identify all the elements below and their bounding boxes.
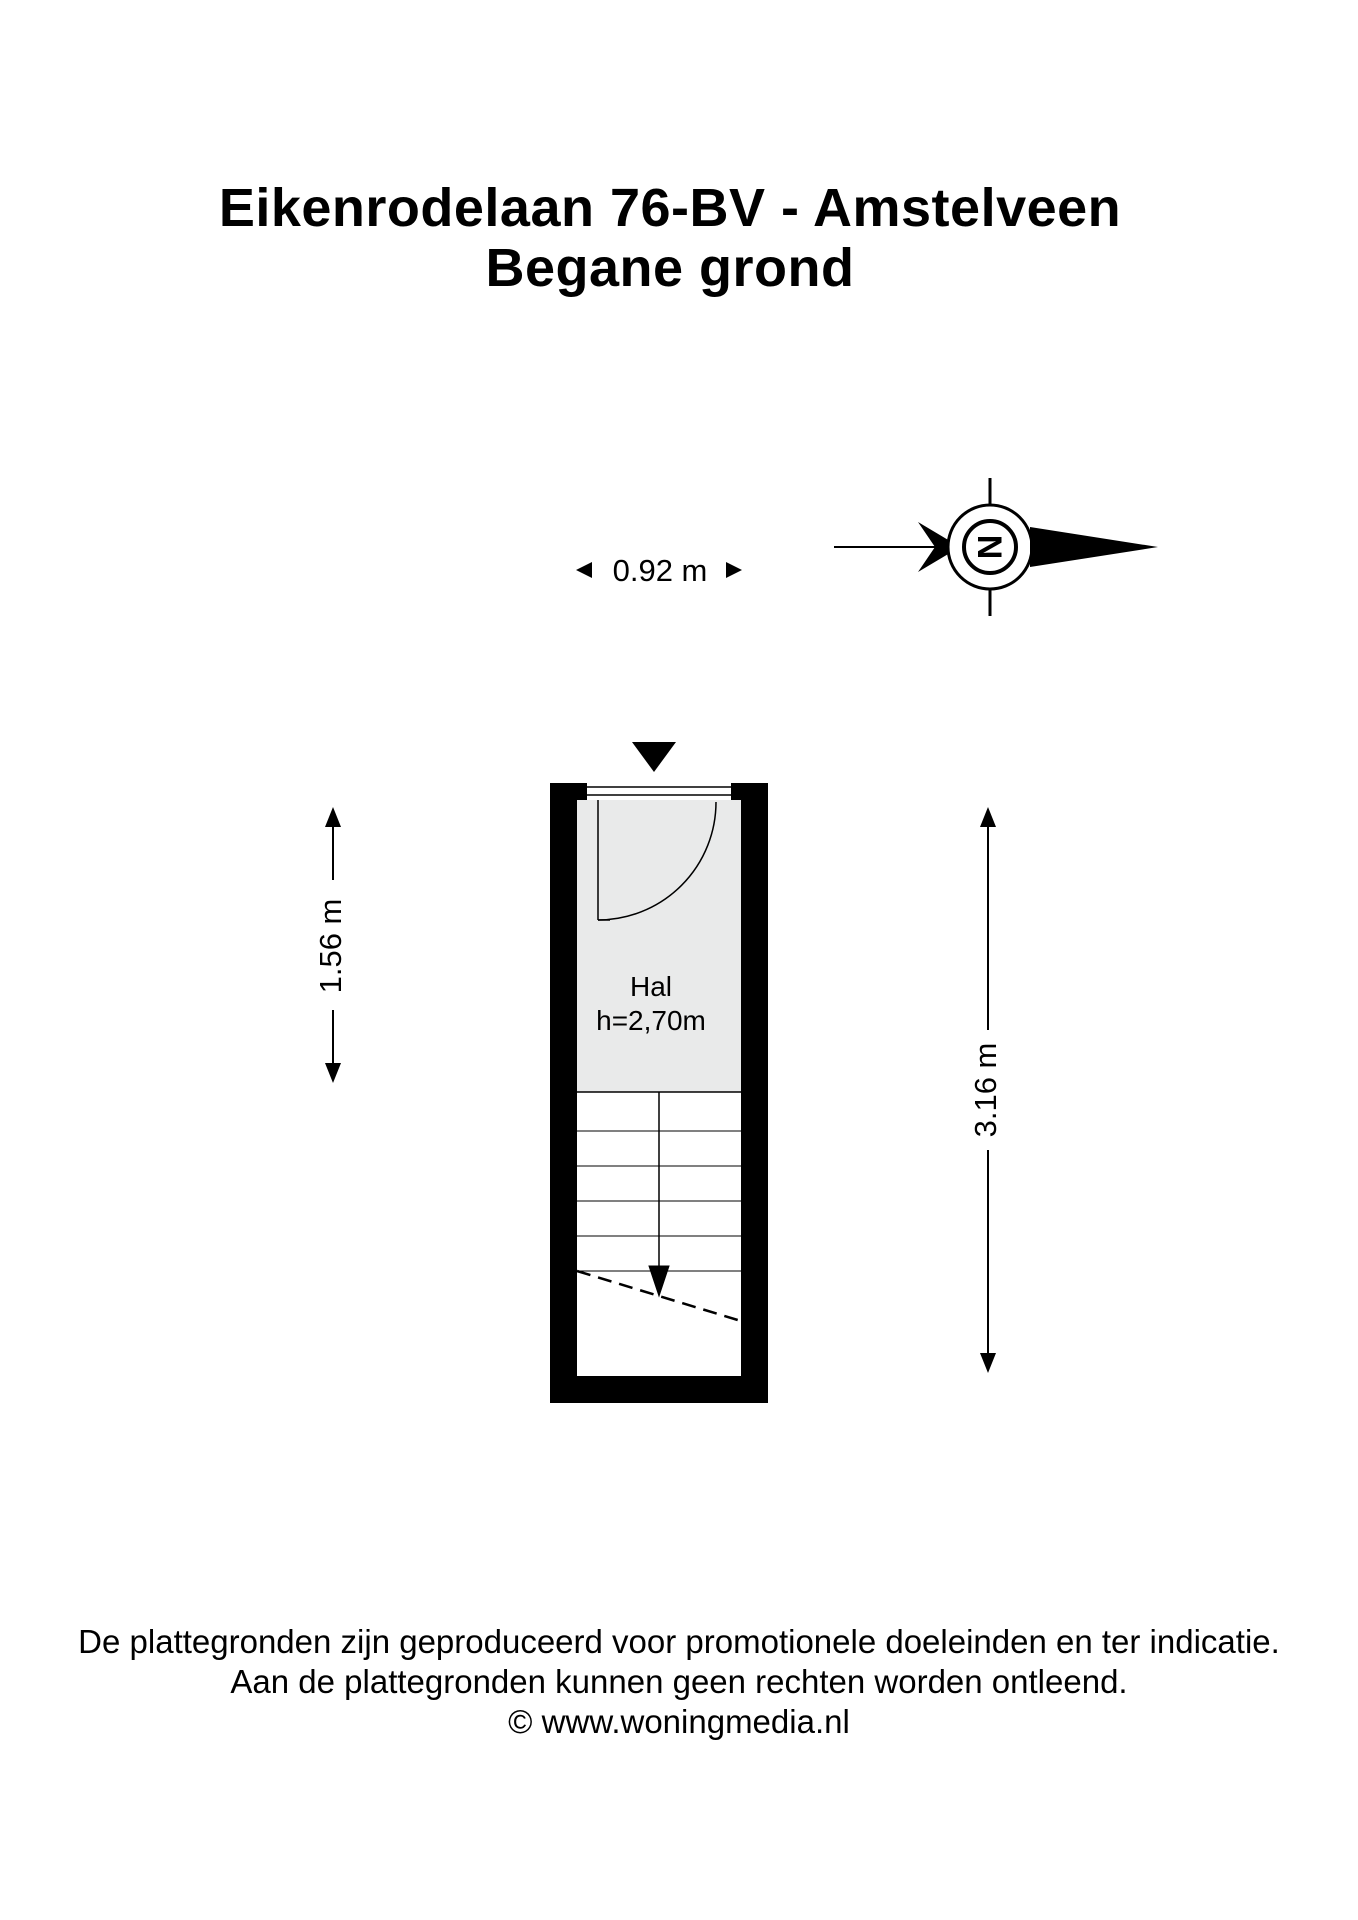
- plan-title: Eikenrodelaan 76-BV - Amstelveen: [218, 178, 1122, 238]
- copyright-line: © www.woningmedia.nl: [508, 1703, 850, 1740]
- dimension-width-label: 0.92 m: [612, 553, 708, 588]
- dimension-total-length: [968, 807, 1003, 1373]
- dimension-width: [576, 553, 742, 588]
- stair-direction-arrow-icon: [649, 1266, 669, 1296]
- north-arrow-icon: [1030, 527, 1158, 567]
- arrow-left-icon: [576, 562, 592, 578]
- room-height: h=2,70m: [596, 1005, 706, 1036]
- dimension-total-length-label: 3.16 m: [968, 1042, 1004, 1138]
- entrance-arrow-icon: [632, 742, 676, 772]
- dimension-hal-length-label: 1.56 m: [313, 898, 349, 994]
- arrow-right-icon: [726, 562, 742, 578]
- dimension-hal-length: [313, 807, 348, 1083]
- floor-subtitle: Begane grond: [485, 238, 855, 298]
- hal-floor: [577, 800, 741, 1092]
- room-name: Hal: [629, 971, 673, 1002]
- compass-rose: [834, 478, 1158, 616]
- staircase: [577, 1092, 741, 1321]
- disclaimer-line-1: De plattegronden zijn geproduceerd voor promotionele doeleinden en ter indicatie.: [78, 1623, 1280, 1660]
- compass-letter: N: [970, 534, 1008, 560]
- disclaimer-line-2: Aan de plattegronden kunnen geen rechten worden ontleend.: [230, 1663, 1128, 1700]
- door-threshold: [587, 787, 731, 795]
